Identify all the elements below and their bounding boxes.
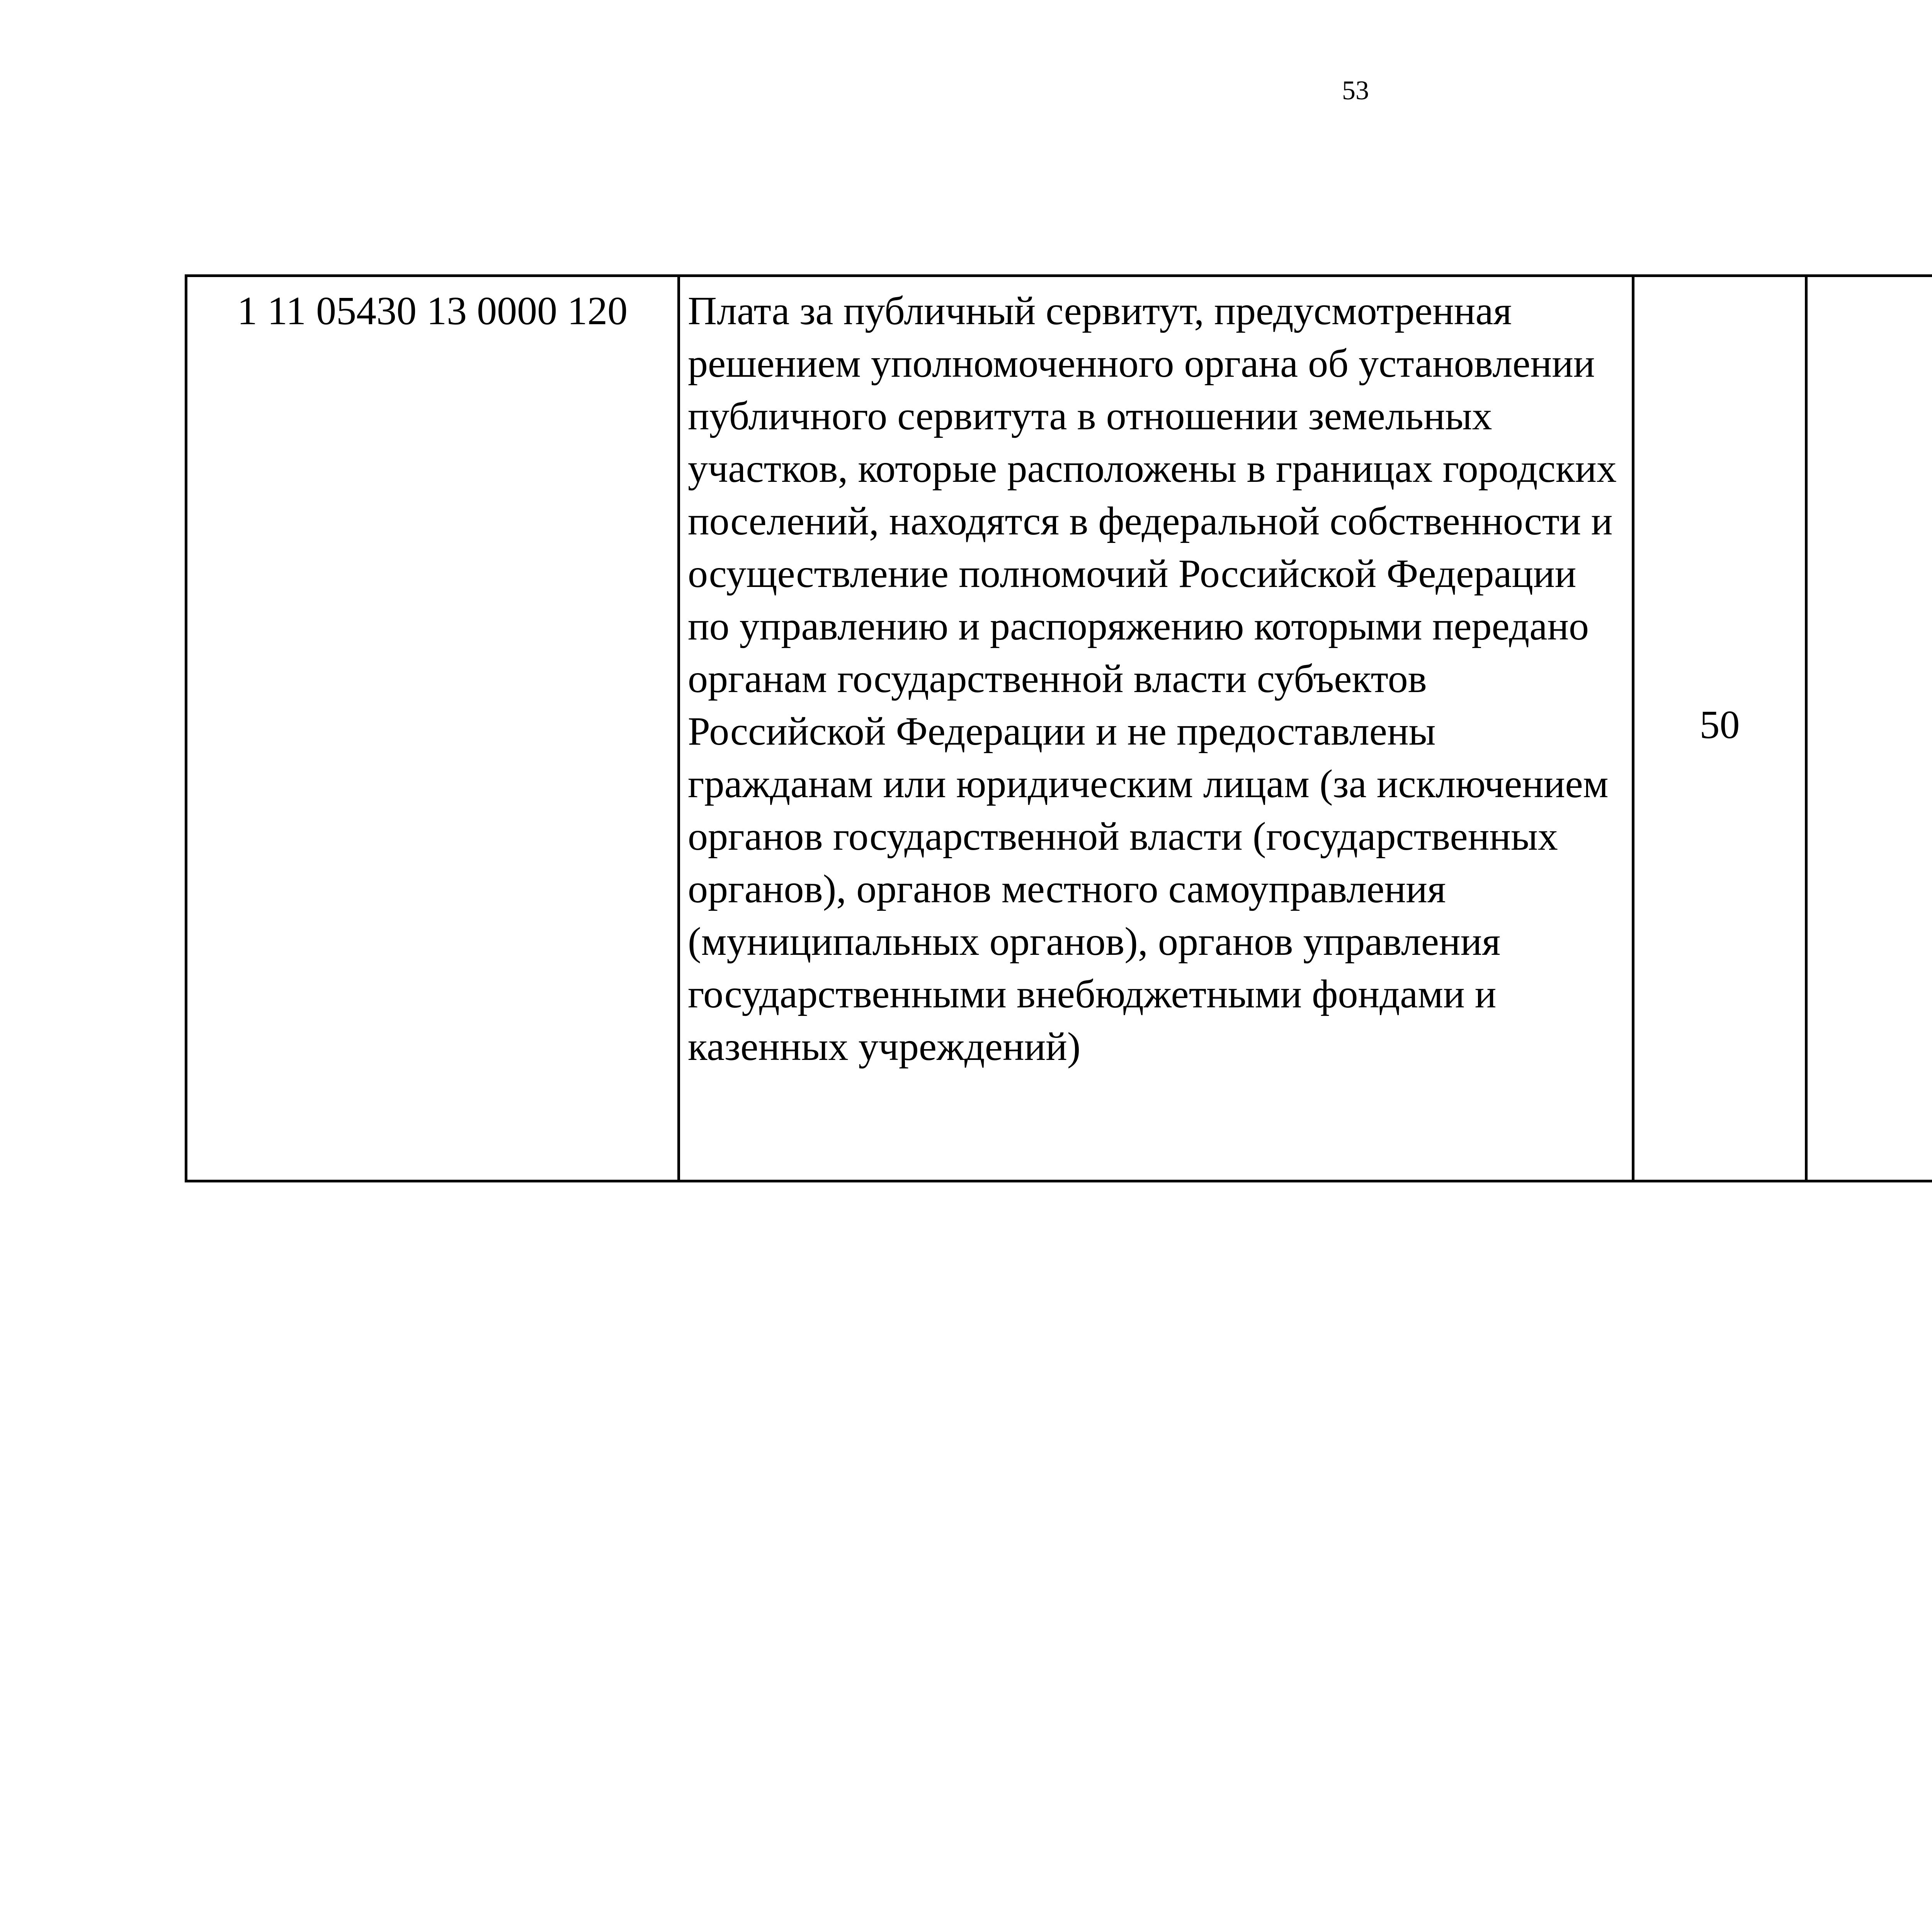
page-number: 53	[1342, 76, 1369, 105]
value-cell-1: 50	[1633, 276, 1806, 1181]
table-row	[186, 276, 1932, 1181]
value-cell-2	[1806, 276, 1932, 1181]
budget-table	[185, 274, 1932, 1182]
revenue-description-cell: Плата за публичный сервитут, предусмотренная решением уполномоченного органа об установлении публичного сервитута в отношении земельных участков, которые расположены в границах городских поселений, находятся в федеральной собственности и осуществление полномочий Российской Федерации по управлению и распоряжению которыми передано органам государственной власти субъектов Российской Федерации и не предоставлены гражданам или юридическим лицам (за исключением органов государственной власти (государственных органов), органов местного самоуправления (муниципальных органов), органов управления государственными внебюджетными фондами и казенных учреждений)	[679, 276, 1633, 1181]
budget-code-cell: 1 11 05430 13 0000 120	[186, 276, 679, 1181]
